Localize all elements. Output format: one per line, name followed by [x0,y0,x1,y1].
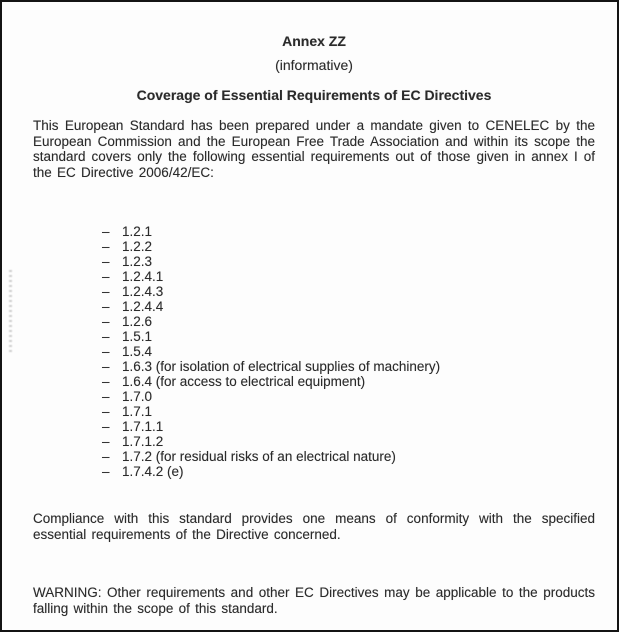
requirement-item [102,239,595,254]
section-heading: Coverage of Essential Requirements of EC Directives [136,87,492,103]
requirement-item [102,404,595,419]
dash-bullet: – [102,239,110,254]
intro-paragraph: This European Standard has been prepared under a mandate given to CENELEC by the European Commission and the European Free Trade Association and within its scope the standard covers only the following essential requirements out of those given in annex I of the EC Directive 2006/42/EC: [33,118,595,180]
requirement-item [102,344,595,359]
requirement-label: 1.7.0 [122,389,153,404]
requirement-label: 1.2.4.4 [122,299,164,314]
requirement-item [102,449,595,464]
requirement-item [102,269,595,284]
dash-bullet: – [102,299,110,314]
dash-bullet: – [102,224,110,239]
requirement-item [102,464,595,479]
requirement-item [102,419,595,434]
requirement-label: 1.5.4 [122,344,153,359]
dash-bullet: – [102,254,110,269]
dash-bullet: – [102,464,110,479]
requirement-label: 1.2.3 [122,254,153,269]
requirement-item [102,434,595,449]
requirement-label: 1.7.1.1 [122,419,164,434]
requirement-label: 1.6.4 (for access to electrical equipment) [122,374,366,389]
requirement-item [102,374,595,389]
requirement-label: 1.2.2 [122,239,153,254]
requirement-item [102,299,595,314]
dash-bullet: – [102,389,110,404]
requirement-label: 1.2.1 [122,224,153,239]
requirement-label: 1.7.1 [122,404,153,419]
compliance-paragraph: Compliance with this standard provides one means of conformity with the specified essential requirements of the Directive concerned. [33,511,595,542]
requirement-item [102,254,595,269]
dash-bullet: – [102,314,110,329]
requirement-label: 1.2.4.1 [122,269,164,284]
annex-subtitle: (informative) [275,57,353,73]
dash-bullet: – [102,419,110,434]
dash-bullet: – [102,449,110,464]
dash-bullet: – [102,359,110,374]
requirements-list [2,224,595,479]
requirement-label: 1.2.4.3 [122,284,164,299]
requirement-label: 1.2.6 [122,314,153,329]
warning-paragraph: WARNING: Other requirements and other EC Directives may be applicable to the products falling within the scope of this standard. [33,585,595,616]
requirement-item [102,329,595,344]
dash-bullet: – [102,344,110,359]
dash-bullet: – [102,404,110,419]
requirement-item [102,389,595,404]
dash-bullet: – [102,434,110,449]
requirement-label: 1.7.4.2 (e) [122,464,184,479]
requirement-item [102,284,595,299]
requirement-label: 1.7.2 (for residual risks of an electrical nature) [122,449,396,464]
requirement-item [102,224,595,239]
requirement-label: 1.6.3 (for isolation of electrical supplies of machinery) [122,359,441,374]
dash-bullet: – [102,374,110,389]
dash-bullet: – [102,269,110,284]
requirement-label: 1.5.1 [122,329,153,344]
requirement-item [102,314,595,329]
dash-bullet: – [102,329,110,344]
dash-bullet: – [102,284,110,299]
annex-title: Annex ZZ [282,33,346,49]
requirement-item [102,359,595,374]
requirement-label: 1.7.1.2 [122,434,164,449]
